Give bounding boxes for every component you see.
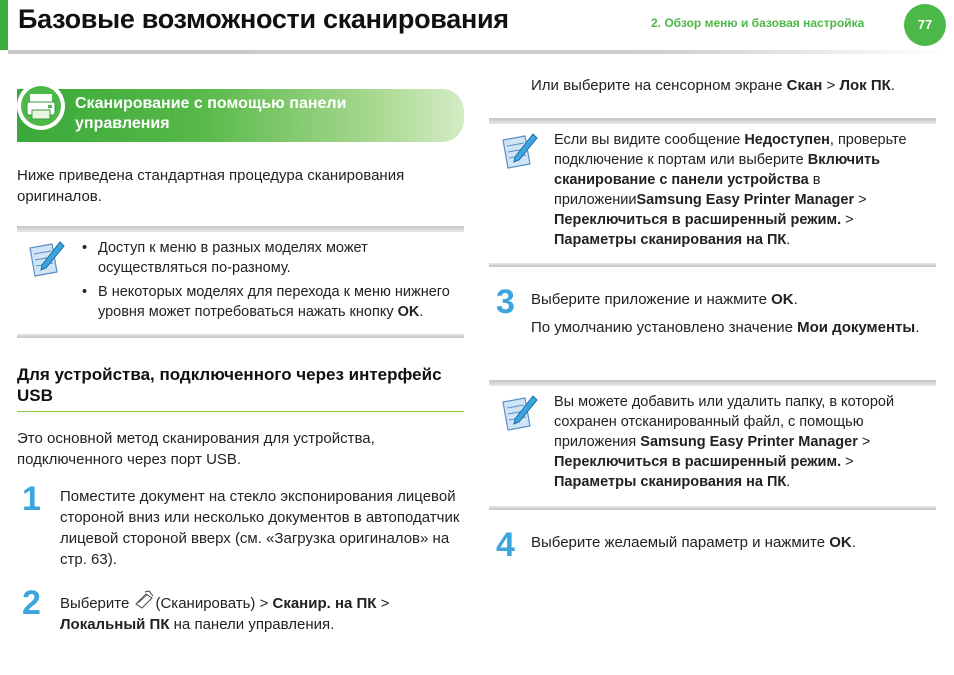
page-number-badge: 77 (904, 4, 946, 46)
chapter-label[interactable]: 2. Обзор меню и базовая настройка (651, 16, 865, 30)
printer-icon (21, 86, 61, 126)
step-1-number: 1 (22, 480, 41, 518)
step-2-alternative: Или выберите на сенсорном экране Скан > Лок ПК. (531, 77, 895, 94)
note2-content: Если вы видите сообщение Недоступен, проверьте подключение к портам или выберите Включить сканирование с панели устройства в приложенииSamsung Easy Printer Manager > Переключиться в расширенный режим. > Параметры сканирования на ПК. (554, 132, 907, 248)
page-title: Базовые возможности сканирования (18, 4, 509, 34)
note3-bottom-border (489, 506, 936, 510)
step-3-number: 3 (496, 283, 515, 321)
note1-item: • Доступ к меню в разных моделях может осуществляться по-разному. (82, 238, 467, 278)
step-4-text: Выберите желаемый параметр и нажмите OK. (531, 534, 856, 551)
section-title: Сканирование с помощью панели управления (75, 95, 347, 132)
note1-bottom-border (17, 334, 464, 338)
step-3-default: По умолчанию установлено значение Мои документы. (531, 319, 920, 336)
note2-bottom-border (489, 263, 936, 267)
step-3-text: Выберите приложение и нажмите OK. (531, 291, 798, 308)
step-1-text: Поместите документ на стекло экспонирования лицевой стороной вниз или несколько документов в автоподатчик лицевой стороной вверх (см. «Загрузка оригиналов» на стр. 63). (60, 488, 460, 568)
note-pencil-icon (497, 392, 539, 434)
step-4-number: 4 (496, 526, 515, 564)
header-accent-bar (0, 0, 8, 50)
note3-content: Вы можете добавить или удалить папку, в которой сохранен отсканированный файл, с помощью приложения Samsung Easy Printer Manager > Переключиться в расширенный режим. > Параметры сканирования на ПК. (554, 394, 895, 490)
section-intro: Ниже приведена стандартная процедура сканирования оригиналов. (17, 167, 405, 205)
header-divider (8, 50, 946, 54)
note1-top-border (17, 226, 464, 232)
usb-intro: Это основной метод сканирования для устройства, подключенного через порт USB. (17, 430, 375, 468)
step-2-text: Выберите (Сканировать) > Сканир. на ПК > Локальный ПК на панели управления. (60, 590, 465, 635)
step-2-number: 2 (22, 584, 41, 622)
note1-item: • В некоторых моделях для перехода к меню нижнего уровня может потребоваться нажать кнопку OK. (82, 282, 467, 322)
usb-subheading: Для устройства, подключенного через интерфейс USB (17, 365, 442, 405)
subheading-underline (17, 411, 464, 412)
note-pencil-icon (24, 238, 66, 280)
note3-top-border (489, 380, 936, 386)
scan-icon (133, 590, 155, 608)
note2-top-border (489, 118, 936, 124)
note1-content (82, 238, 467, 326)
note-pencil-icon (497, 130, 539, 172)
